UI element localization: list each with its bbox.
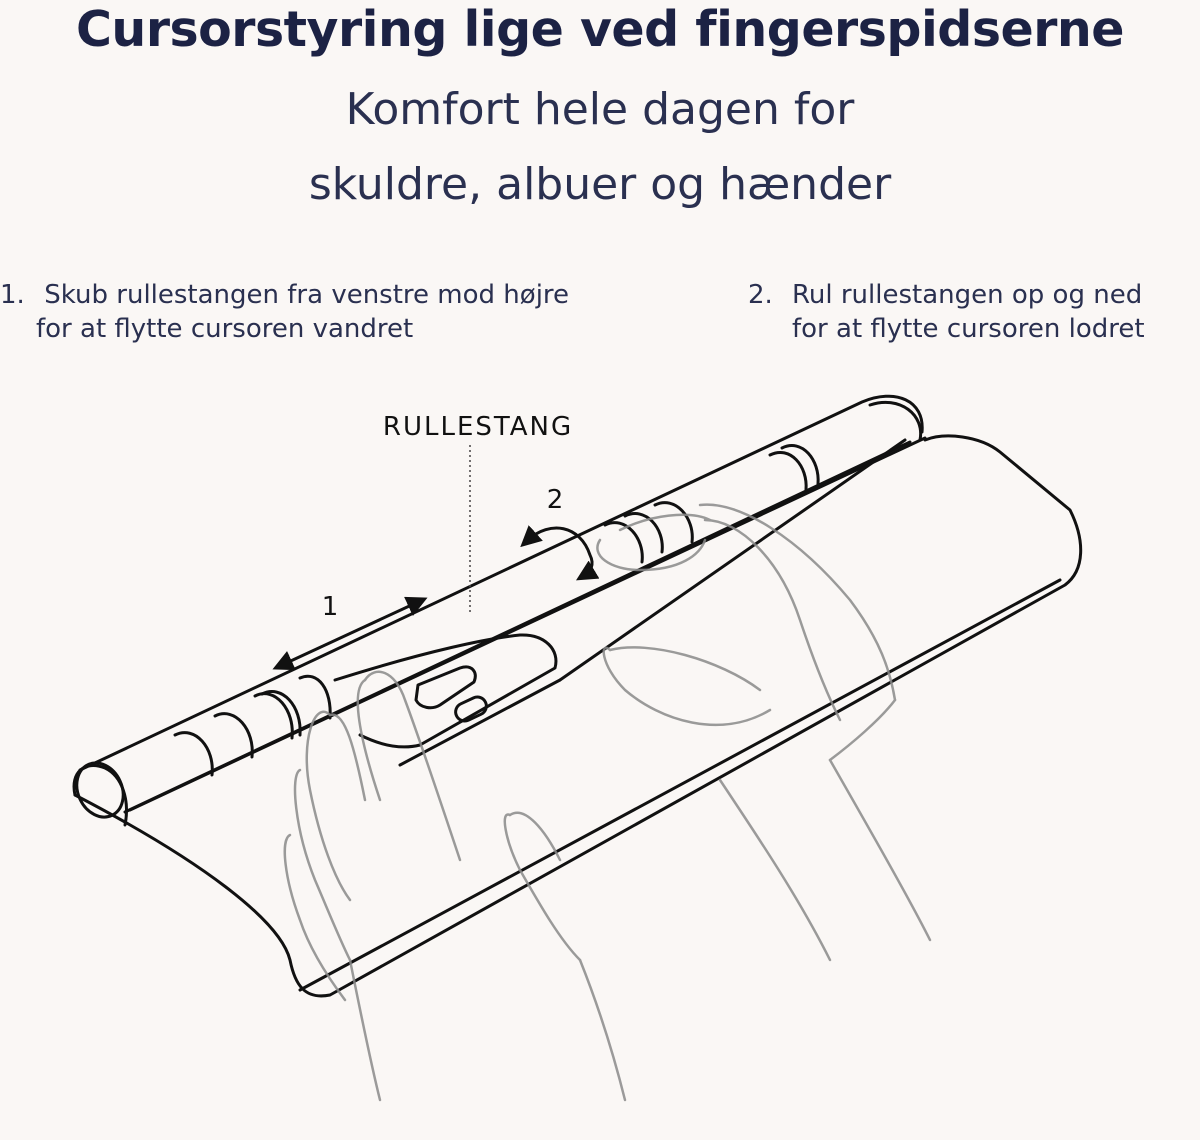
subtitle-line-2: skuldre, albuer og hænder: [308, 159, 892, 210]
rollerbar-label: RULLESTANG: [382, 412, 574, 442]
arrow-1-group: [282, 592, 418, 665]
subtitle-line-1: Komfort hele dagen for: [345, 84, 855, 135]
arrow-2-label: 2: [546, 485, 564, 515]
hands-illustration: [285, 505, 930, 1100]
step-2-line-2: for at flytte cursoren lodret: [792, 314, 1145, 344]
wrist-rest: [75, 436, 1081, 996]
step-2-line-1: Rul rullestangen op og ned: [792, 280, 1143, 310]
page-title: Cursorstyring lige ved fingerspidserne: [75, 1, 1125, 58]
rollerbar-body: [68, 396, 922, 825]
step-2-number: 2.: [748, 280, 773, 310]
horizontal-arrow-icon: [282, 602, 418, 665]
arrow-1-label: 1: [321, 592, 339, 622]
step-1-line-2: for at flytte cursoren vandret: [36, 314, 414, 344]
step-1-number: 1.: [0, 280, 25, 310]
arrow-2-group: [528, 485, 592, 575]
step-1-line-1: Skub rullestangen fra venstre mod højre: [36, 280, 570, 310]
